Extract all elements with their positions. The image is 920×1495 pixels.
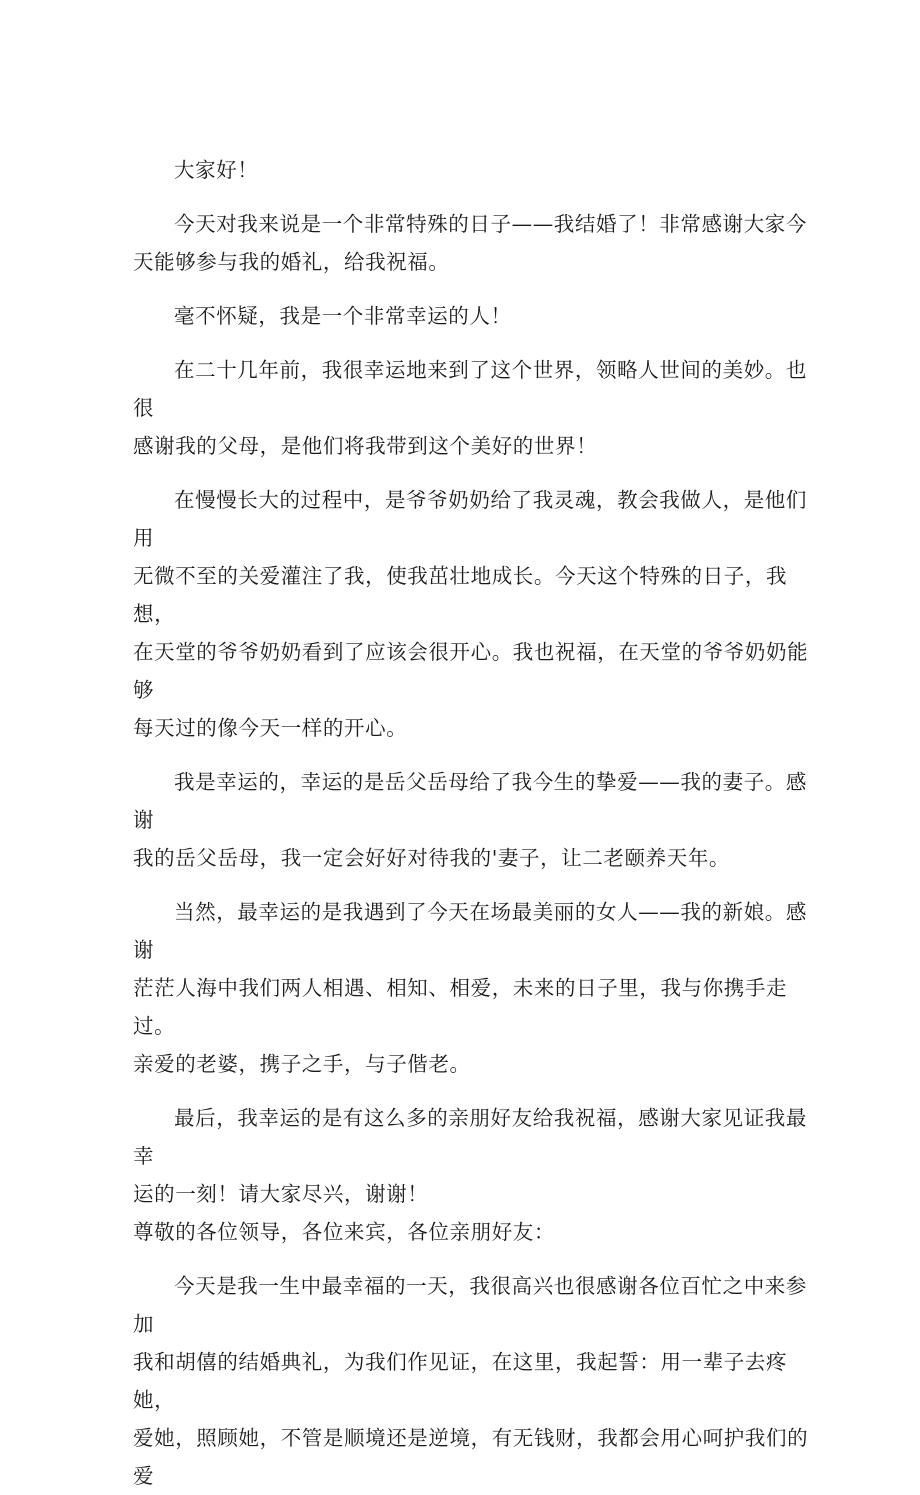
paragraph-parents: 在二十几年前，我很幸运地来到了这个世界，领略人世间的美妙。也很 感谢我的父母，是他们将我带到这个美好的世界！ [133,358,807,458]
paragraph-closing-thanks: 最后，我幸运的是有这么多的亲朋好友给我祝福，感谢大家见证我最幸 运的一刻！请大家尽兴，谢谢！ [133,1106,807,1206]
paragraph-second-speech-salutation: 尊敬的各位领导，各位来宾，各位亲朋好友： [133,1220,555,1244]
paragraph-wedding-announcement: 今天对我来说是一个非常特殊的日子——我结婚了！非常感谢大家今 天能够参与我的婚礼，给我祝福。 [133,212,807,274]
speech-text [133,151,823,1495]
paragraph-vow: 今天是我一生中最幸福的一天，我很高兴也很感谢各位百忙之中来参加 我和胡僖的结婚典礼，为我们作见证，在这里，我起誓：用一辈子去疼她， 爱她，照顾她，不管是顺境还是逆境，有无钱财，我都会用心呵护我们的爱 [133,1274,809,1488]
paragraph-bride: 当然，最幸运的是我遇到了今天在场最美丽的女人——我的新娘。感谢 茫茫人海中我们两人相遇、相知、相爱，未来的日子里，我与你携手走过。 亲爱的老婆，携子之手，与子偕老。 [133,900,807,1076]
paragraph-in-laws: 我是幸运的，幸运的是岳父岳母给了我今生的挚爱——我的妻子。感谢 我的岳父岳母，我一定会好好对待我的'妻子，让二老颐养天年。 [133,770,807,870]
paragraph-lucky-person: 毫不怀疑，我是一个非常幸运的人！ [174,304,512,328]
paragraph-grandparents: 在慢慢长大的过程中，是爷爷奶奶给了我灵魂，教会我做人，是他们用 无微不至的关爱灌注了我，使我茁壮地成长。今天这个特殊的日子，我想， 在天堂的爷爷奶奶看到了应该会很开心。我也祝福，在天堂的爷爷奶奶能够 每天过的像今天一样的开心。 [133,488,809,740]
paragraph-greeting: 大家好！ [174,158,259,182]
